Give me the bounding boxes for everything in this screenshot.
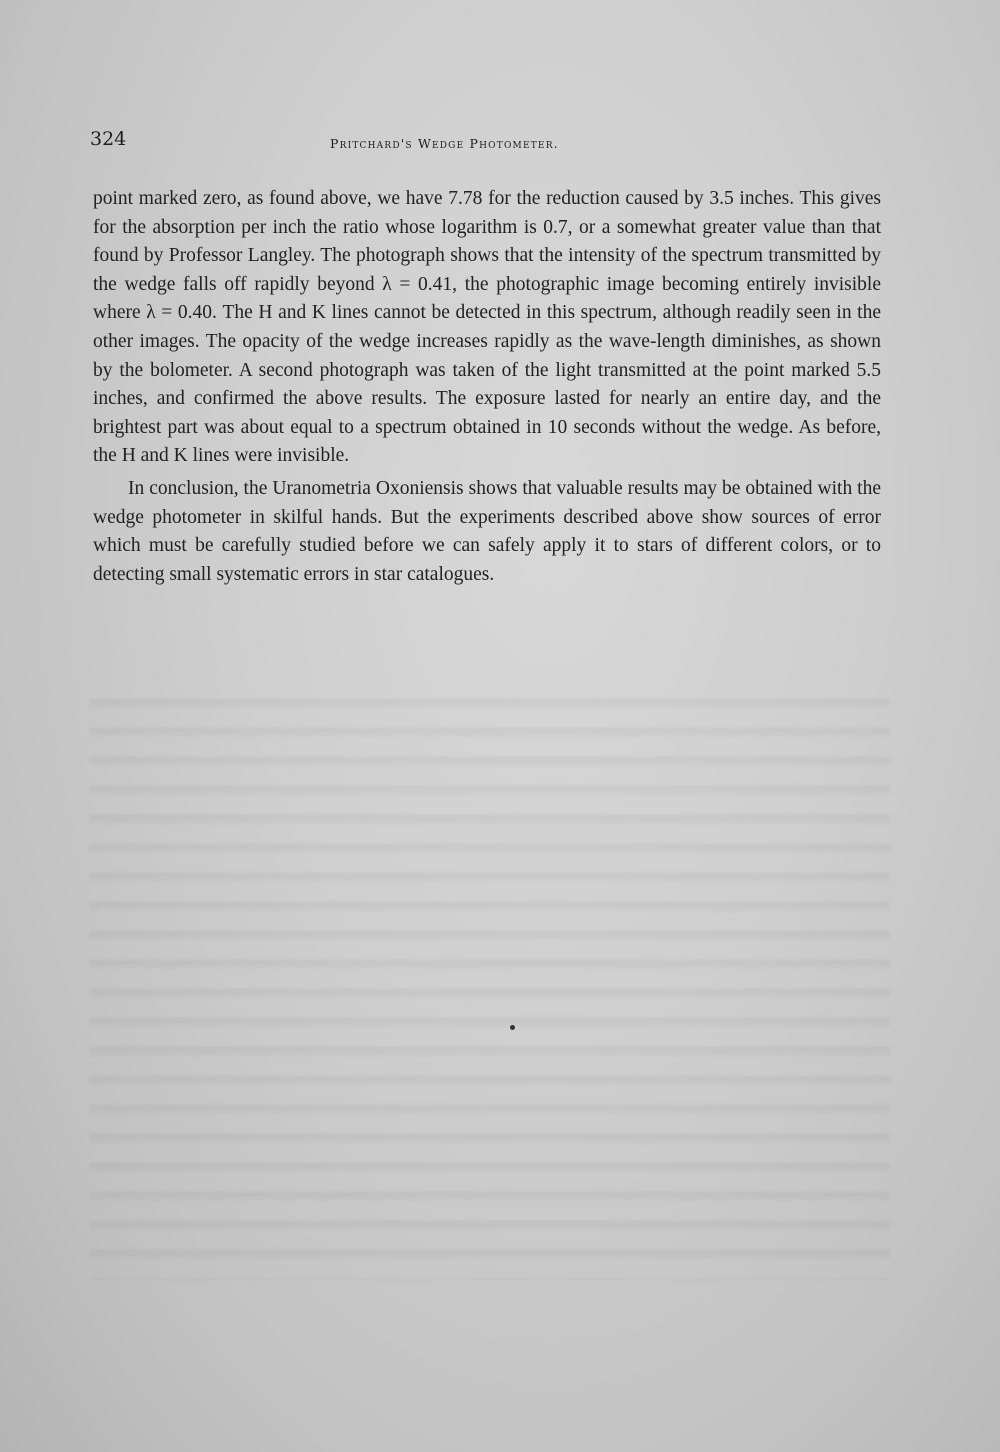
ink-speck: [510, 1025, 515, 1030]
paragraph-2: In conclusion, the Uranometria Oxoniensis shows that valuable results may be obtained with the wedge photometer in skilful hands. But the experiments described above show sources of error which must be carefully studied before we can safely apply it to stars of different colors, or to detecting small systematic errors in star catalogues.: [93, 477, 881, 585]
paragraph-1: point marked zero, as found above, we have 7.78 for the reduction caused by 3.5 inches. This gives for the absorption per inch the ratio whose logarithm is 0.7, or a somewhat greater value than that found by Professor Langley. The photograph shows that the intensity of the spectrum transmitted by the wedge falls off rapidly beyond λ = 0.41, the photographic image becoming entirely invisible where λ = 0.40. The H and K lines cannot be detected in this spectrum, although readily seen in the other images. The opacity of the wedge increases rapidly as the wave-length diminishes, as shown by the bolometer. A second photograph was taken of the light transmitted at the point marked 5.5 inches, and confirmed the above results. The exposure lasted for nearly an entire day, and the brightest part was about equal to a spectrum obtained in 10 seconds without the wedge. As before, the H and K lines were invisible.: [93, 188, 881, 467]
page-header: [90, 128, 885, 158]
page-number: 324: [90, 128, 127, 150]
running-head: Pritchard's Wedge Photometer.: [330, 136, 559, 151]
show-through-texture: [90, 680, 890, 1280]
body-text: [93, 185, 881, 589]
